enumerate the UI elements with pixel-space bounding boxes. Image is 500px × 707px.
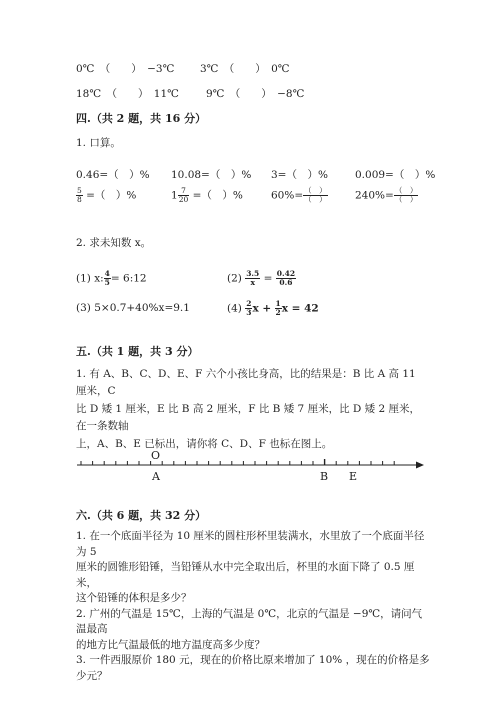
compare-value: −3℃ xyxy=(147,63,175,75)
fraction-denominator: x xyxy=(250,278,255,287)
equation-text: (2) xyxy=(227,272,242,285)
question-line: 3. 一件西服原价 180 元，现在的价格比原来增加了 10% ，现在的价格是多少元？ xyxy=(76,654,430,682)
equation-text: =（ ）% xyxy=(86,189,137,202)
equation-1 xyxy=(76,270,147,287)
equals-sign: = xyxy=(263,272,273,285)
fraction-numerator: （ ） xyxy=(304,186,327,195)
equation-text: x = 42 xyxy=(281,302,319,315)
compare-row-2-a xyxy=(76,86,179,101)
fraction xyxy=(245,270,260,287)
oral-calc-2: 10.08=（ ）% xyxy=(171,169,252,181)
oral-calc-1: 0.46=（ ）% xyxy=(76,169,150,181)
fraction xyxy=(394,187,419,204)
equation-text: 60%= xyxy=(271,189,304,202)
fraction-numerator: 3.5 xyxy=(246,269,260,278)
answer-blank: （ ） xyxy=(223,63,266,75)
fraction-numerator: 0.42 xyxy=(276,269,296,278)
answer-blank: （ ） xyxy=(106,88,149,100)
fraction xyxy=(276,270,296,287)
compare-value: 0℃ xyxy=(271,63,290,75)
fraction-denominator: 0.6 xyxy=(279,278,293,287)
whole-number: 1 xyxy=(171,189,178,202)
fraction-denominator: 3 xyxy=(246,308,252,317)
oral-calc-7 xyxy=(271,187,328,204)
label-B: B xyxy=(320,470,329,483)
section-5-title: 五.（共 1 题，共 3 分） xyxy=(76,345,199,358)
fraction-denominator: （ ） xyxy=(394,195,418,204)
compare-value: 9℃ xyxy=(206,88,225,100)
number-line-ticks xyxy=(81,459,394,465)
section-4-title: 四.（共 2 题，共 16 分） xyxy=(76,112,207,125)
oral-calc-3: 3=（ ）% xyxy=(271,169,328,181)
section-6-questions xyxy=(76,529,431,684)
equation-text: x + xyxy=(252,302,272,315)
section-5-question xyxy=(76,366,426,453)
oral-calc-5 xyxy=(76,187,136,204)
fraction-denominator: 8 xyxy=(77,195,82,204)
fraction xyxy=(76,187,83,204)
section-6-title: 六.（共 6 题，共 32 分） xyxy=(76,509,207,522)
fraction-numerator: 5 xyxy=(77,186,82,195)
answer-blank: （ ） xyxy=(229,88,272,100)
fraction-denominator: 20 xyxy=(178,195,189,204)
equation-4 xyxy=(227,300,319,317)
fraction-numerator: 4 xyxy=(104,269,110,278)
equation-text: (4) xyxy=(227,302,242,315)
compare-row-2-b xyxy=(206,86,304,101)
equation-3: (3) 5×0.7+40%x=9.1 xyxy=(76,302,190,314)
compare-value: 0℃ xyxy=(76,63,95,75)
question-line: 厘米的圆锥形铅锤，当铅锤从水中完全取出后，杯里的水面下降了 0.5 厘米， xyxy=(76,561,415,589)
question-line: 比 D 矮 1 厘米，E 比 B 高 2 厘米，F 比 B 矮 7 厘米，比 D 矮 2 厘米，在一条数轴 xyxy=(76,402,421,433)
fraction xyxy=(178,187,190,204)
question-line: 2. 广州的气温是 15℃，上海的气温是 0℃，北京的气温是 −9℃，请问气温最高 xyxy=(76,607,423,635)
compare-value: 11℃ xyxy=(153,88,179,100)
label-A: A xyxy=(152,470,160,483)
fraction-numerator: 1 xyxy=(275,299,281,308)
compare-value: −8℃ xyxy=(277,88,305,100)
question-1-title: 1. 口算。 xyxy=(76,137,121,149)
question-line: 的地方比气温最低的地方温度高多少度？ xyxy=(76,638,265,651)
fraction-numerator: 7 xyxy=(178,187,190,196)
question-line: 1. 在一个底面半径为 10 厘米的圆柱形杯里装满水，水里放了一个底面半径为 5 xyxy=(76,530,425,558)
oral-calc-6 xyxy=(171,187,243,204)
equation-text: =（ ）% xyxy=(192,189,243,202)
equation-text: (1) x: xyxy=(76,272,104,285)
fraction xyxy=(275,300,282,317)
fraction-denominator: （ ） xyxy=(304,195,327,204)
equation-text: 240%= xyxy=(355,189,394,202)
oral-calc-4: 0.009=（ ）% xyxy=(355,169,436,181)
question-line: 上，A、B、E 已标出，请你将 C、D、F 也标在图上。 xyxy=(76,437,333,450)
number-line xyxy=(0,448,500,498)
fraction-numerator: （ ） xyxy=(394,186,418,195)
fraction-numerator: 2 xyxy=(246,299,252,308)
equation-2 xyxy=(227,270,296,287)
compare-row-1-a xyxy=(76,61,174,76)
question-2-title: 2. 求未知数 x。 xyxy=(76,237,152,249)
label-E: E xyxy=(349,470,358,483)
answer-blank: （ ） xyxy=(99,63,142,75)
compare-row-1-b xyxy=(200,61,290,76)
question-line: 1. 有 A、B、C、D、E、F 六个小孩比身高，比的结果是：B 比 A 高 11 厘米，C xyxy=(76,368,416,398)
question-line: 这个铅锤的体积是多少？ xyxy=(76,592,192,604)
arrow-icon xyxy=(416,462,424,469)
oral-calc-8 xyxy=(355,187,418,204)
fraction-denominator: 2 xyxy=(275,308,281,317)
fraction xyxy=(104,270,111,287)
compare-value: 18℃ xyxy=(76,88,102,100)
fraction-denominator: 5 xyxy=(104,278,110,287)
compare-value: 3℃ xyxy=(200,63,219,75)
fraction xyxy=(303,187,328,204)
label-O: O xyxy=(151,449,161,462)
equation-text: = 6:12 xyxy=(110,272,147,285)
